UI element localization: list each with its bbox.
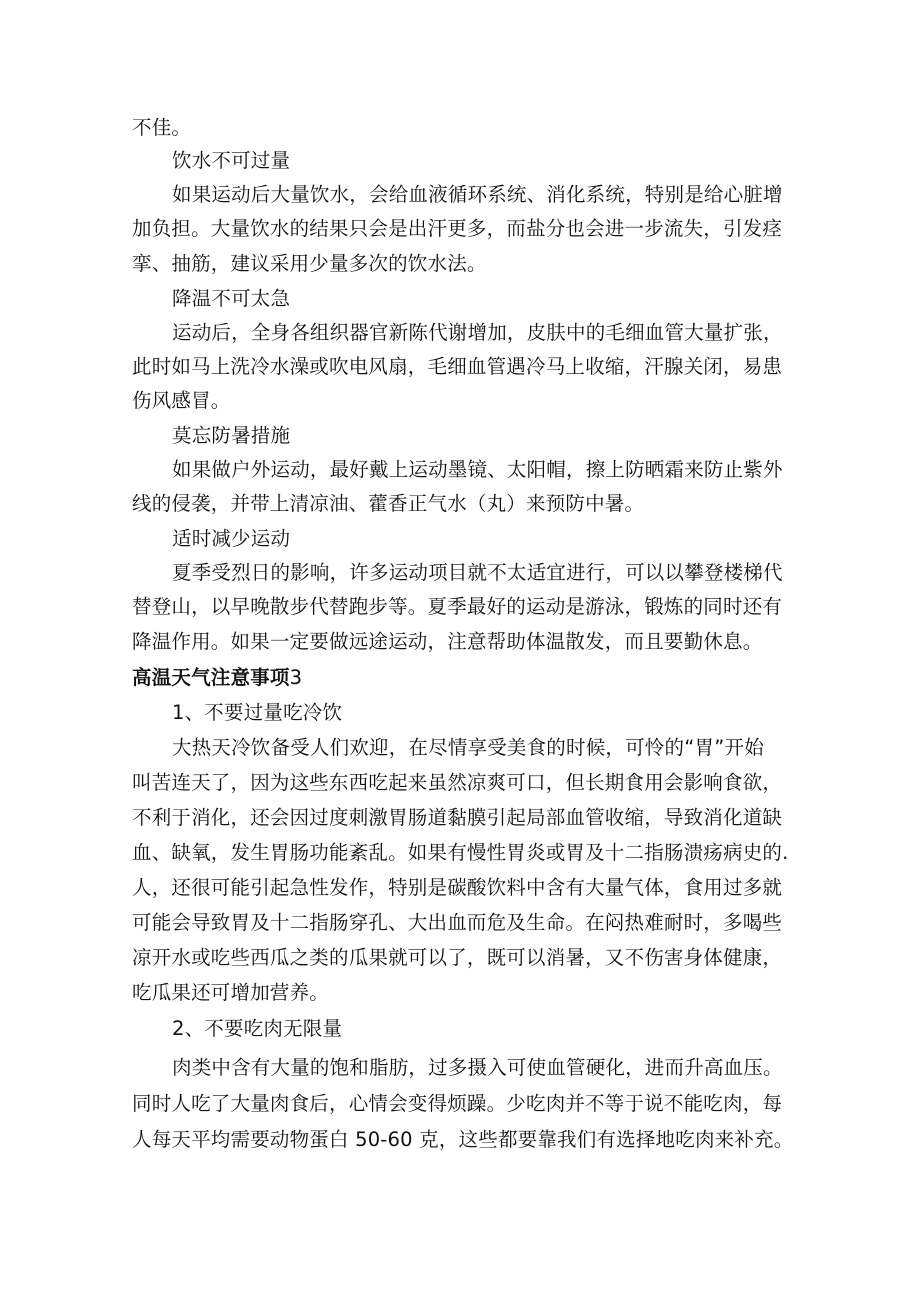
text-line: 可能会导致胃及十二指肠穿孔、大出血而危及生命。在闷热难耐时，多喝些	[132, 911, 783, 934]
text-line: 叫苦连天了，因为这些东西吃起来虽然凉爽可口，但长期食用会影响食欲，	[132, 771, 783, 794]
text-line: 如果运动后大量饮水，会给血液循环系统、消化系统，特别是给心脏增	[172, 183, 783, 206]
text-line: 加负担。大量饮水的结果只会是出汗更多，而盐分也会进一步流失，引发痉	[132, 217, 783, 240]
subheading-drinking: 饮水不可过量	[172, 149, 291, 172]
text-line: 伤风感冒。	[132, 389, 231, 412]
subheading-cold-drinks: 1、不要过量吃冷饮	[172, 701, 343, 724]
text-line: 不利于消化，还会因过度刺激胃肠道黏膜引起局部血管收缩，导致消化道缺	[132, 806, 783, 829]
section-heading-number: 3	[289, 666, 303, 689]
text-line: 血、缺氧，发生胃肠功能紊乱。如果有慢性胃炎或胃及十二指肠溃疡病史的.	[132, 841, 789, 864]
text-line: 运动后，全身各组织器官新陈代谢增加，皮肤中的毛细血管大量扩张，	[172, 321, 783, 344]
subheading-reduce-exercise: 适时减少运动	[172, 527, 291, 550]
text-line: 此时如马上洗冷水澡或吹电风扇，毛细血管遇冷马上收缩，汗腺关闭，易患	[132, 355, 783, 378]
text-line: 不佳。	[132, 116, 192, 139]
subheading-cooling: 降温不可太急	[172, 287, 291, 310]
text-line: 人每天平均需要动物蛋白 50-60 克，这些都要靠我们有选择地吃肉来补充。	[132, 1128, 794, 1151]
text-line: 凉开水或吃些西瓜之类的瓜果就可以了，既可以消暑，又不伤害身体健康，	[132, 946, 783, 969]
text-line: 夏季受烈日的影响，许多运动项目就不太适宜进行，可以以攀登楼梯代	[172, 561, 783, 584]
text-line: 如果做户外运动，最好戴上运动墨镜、太阳帽，擦上防晒霜来防止紫外	[172, 458, 783, 481]
text-line: 人，还很可能引起急性发作，特别是碳酸饮料中含有大量气体，食用过多就	[132, 876, 783, 899]
text-line: 线的侵袭，并带上清凉油、藿香正气水（丸）来预防中暑。	[132, 492, 645, 515]
text-line: 吃瓜果还可增加营养。	[132, 981, 330, 1004]
text-line: 肉类中含有大量的饱和脂肪，过多摄入可使血管硬化，进而升高血压。	[172, 1056, 783, 1079]
section-heading	[132, 664, 302, 692]
section-heading-title: 高温天气注意事项	[132, 666, 290, 689]
subheading-meat: 2、不要吃肉无限量	[172, 1017, 343, 1040]
text-line: 同时人吃了大量肉食后，心情会变得烦躁。少吃肉并不等于说不能吃肉，每	[132, 1092, 783, 1115]
text-line: 替登山，以早晚散步代替跑步等。夏季最好的运动是游泳，锻炼的同时还有	[132, 595, 783, 618]
text-line: 大热天冷饮备受人们欢迎，在尽情享受美食的时候，可怜的“胃”开始	[172, 736, 764, 759]
text-line: 降温作用。如果一定要做远途运动，注意帮助体温散发，而且要勤休息。	[132, 630, 763, 653]
text-line: 挛、抽筋，建议采用少量多次的饮水法。	[132, 252, 487, 275]
subheading-heatstroke: 莫忘防暑措施	[172, 424, 291, 447]
